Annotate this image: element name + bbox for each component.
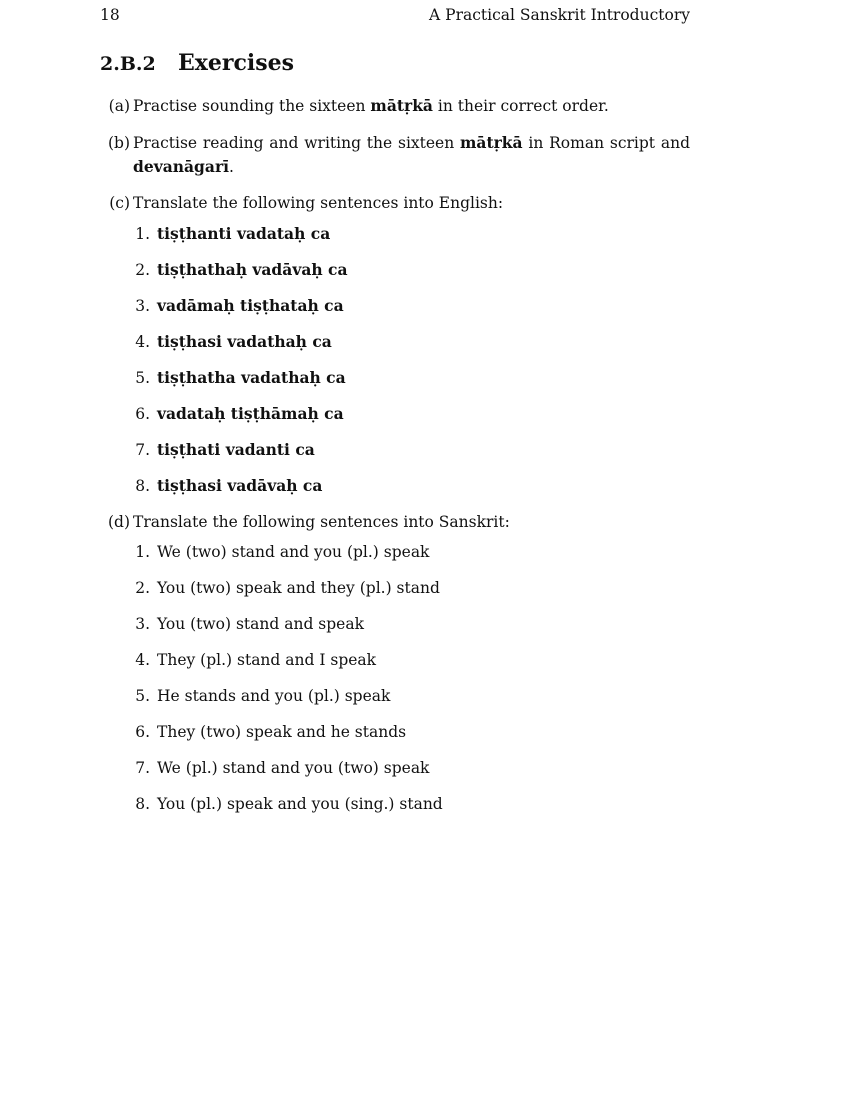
- item-number: 3.: [135, 297, 150, 315]
- page-number: 18: [100, 6, 120, 24]
- sanskrit-term: devanāgarī: [133, 157, 229, 176]
- item-number: 7.: [135, 759, 150, 777]
- exercise-c: [100, 191, 690, 215]
- list-item: [130, 366, 346, 390]
- item-number: 5.: [135, 687, 150, 705]
- sanskrit-sentence: tiṣṭhasi vadāvaḥ ca: [157, 476, 323, 495]
- exercise-text: Translate the following sentences into English:: [133, 194, 504, 212]
- item-number: 2.: [135, 261, 150, 279]
- exercise-label: (a): [108, 97, 130, 115]
- english-sentence: He stands and you (pl.) speak: [157, 687, 391, 705]
- exercise-text: Translate the following sentences into Sanskrit:: [133, 513, 510, 531]
- list-item: [130, 258, 348, 282]
- item-number: 3.: [135, 615, 150, 633]
- list-item: [130, 684, 390, 708]
- sanskrit-sentence: tiṣṭhanti vadataḥ ca: [157, 224, 331, 243]
- exercise-d: [100, 510, 690, 534]
- english-sentence: You (two) speak and they (pl.) stand: [157, 579, 440, 597]
- list-item: [130, 474, 322, 498]
- list-item: [130, 402, 344, 426]
- exercise-text-part: Practise reading and writing the sixteen: [133, 134, 461, 152]
- item-number: 5.: [135, 369, 150, 387]
- item-number: 6.: [135, 405, 150, 423]
- list-item: [130, 792, 443, 816]
- english-sentence: They (pl.) stand and I speak: [157, 651, 377, 669]
- section-title: Exercises: [178, 50, 294, 76]
- list-item: [130, 222, 330, 246]
- sanskrit-sentence: vadataḥ tiṣṭhāmaḥ ca: [157, 404, 344, 423]
- list-item: [130, 294, 344, 318]
- english-sentence: We (two) stand and you (pl.) speak: [157, 543, 430, 561]
- exercise-label: (d): [107, 513, 130, 531]
- item-number: 6.: [135, 723, 150, 741]
- exercise-text-part: in their correct order.: [432, 97, 609, 115]
- exercise-b: [100, 131, 690, 179]
- item-number: 8.: [135, 477, 150, 495]
- list-item: [130, 330, 332, 354]
- exercise-a: [100, 94, 690, 118]
- running-title: A Practical Sanskrit Introductory: [429, 6, 690, 24]
- exercise-label: (b): [107, 134, 130, 152]
- item-number: 8.: [135, 795, 150, 813]
- exercise-text-part: Practise sounding the sixteen: [133, 97, 371, 115]
- sanskrit-sentence: vadāmaḥ tiṣṭhataḥ ca: [157, 296, 344, 315]
- list-item: [130, 648, 376, 672]
- list-item: [130, 756, 429, 780]
- sanskrit-sentence: tiṣṭhasi vadathaḥ ca: [157, 332, 332, 351]
- exercise-text-part: in Roman script and: [522, 134, 690, 152]
- english-sentence: We (pl.) stand and you (two) speak: [157, 759, 430, 777]
- sanskrit-sentence: tiṣṭhathaḥ vadāvaḥ ca: [157, 260, 348, 279]
- item-number: 2.: [135, 579, 150, 597]
- item-number: 4.: [135, 651, 150, 669]
- sanskrit-sentence: tiṣṭhati vadanti ca: [157, 440, 315, 459]
- exercise-text: [133, 131, 690, 179]
- list-item: [130, 612, 364, 636]
- list-item: [130, 576, 440, 600]
- item-number: 1.: [135, 225, 150, 243]
- item-number: 7.: [135, 441, 150, 459]
- sanskrit-term: mātṛkā: [460, 133, 523, 152]
- exercise-label: (c): [109, 194, 130, 212]
- english-sentence: You (pl.) speak and you (sing.) stand: [157, 795, 443, 813]
- list-item: [130, 438, 315, 462]
- page-header: [100, 6, 690, 26]
- list-item: [130, 720, 406, 744]
- exercise-text: [133, 94, 690, 118]
- section-number: 2.B.2: [100, 53, 156, 75]
- section-heading: [100, 50, 294, 76]
- english-sentence: They (two) speak and he stands: [157, 723, 407, 741]
- sanskrit-sentence: tiṣṭhatha vadathaḥ ca: [157, 368, 346, 387]
- exercise-text-part: .: [229, 158, 234, 176]
- item-number: 1.: [135, 543, 150, 561]
- list-item: [130, 540, 429, 564]
- english-sentence: You (two) stand and speak: [157, 615, 364, 633]
- item-number: 4.: [135, 333, 150, 351]
- sanskrit-term: mātṛkā: [370, 96, 433, 115]
